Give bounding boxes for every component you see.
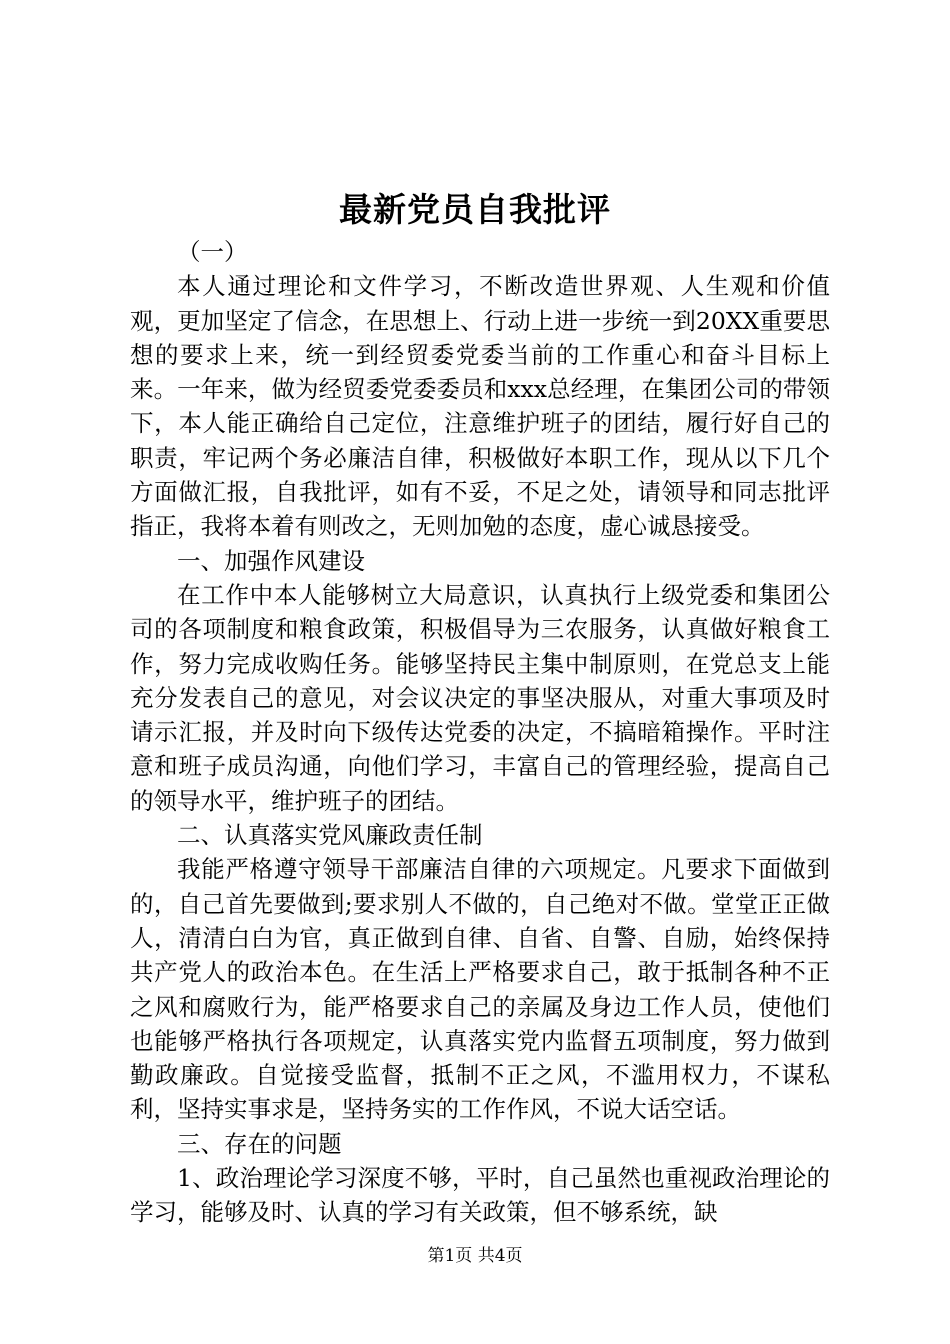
document-title: 最新党员自我批评 [339,190,611,229]
section-heading: 三、存在的问题 [177,1129,342,1158]
body-paragraph: 本人通过理论和文件学习，不断改造世界观、人生观和价值观，更加坚定了信念，在思想上、行动上进一步统一到20XX重要思想的要求上来，统一到经贸委党委当前的工作重心和奋斗目标上来。一年来，做为经贸委党委委员和xxx总经理，在集团公司的带领下，本人能正确给自己定位，注意维护班子的团结，履行好自己的职责，牢记两个务必廉洁自律，积极做好本职工作，现从以下几个方面做汇报，自我批评，如有不妥，不足之处，请领导和同志批评指正，我将本着有则改之，无则加勉的态度，虚心诚恳接受。 [130,272,830,541]
document-body [130,235,830,1230]
section-heading: 二、认真落实党风廉政责任制 [177,821,483,850]
body-paragraph: 1、政治理论学习深度不够，平时，自己虽然也重视政治理论的学习，能够及时、认真的学习有关政策，但不够系统，缺 [130,1164,830,1227]
page-footer: 第1页 共4页 [427,1246,523,1266]
section-heading: 一、加强作风建设 [177,546,365,575]
body-paragraph: 在工作中本人能够树立大局意识，认真执行上级党委和集团公司的各项制度和粮食政策，积极倡导为三农服务，认真做好粮食工作，努力完成收购任务。能够坚持民主集中制原则，在党总支上能充分发表自己的意见，对会议决定的事坚决服从，对重大事项及时请示汇报，并及时向下级传达党委的决定，不搞暗箱操作。平时注意和班子成员沟通，向他们学习，丰富自己的管理经验，提高自己的领导水平，维护班子的团结。 [130,580,830,815]
section-heading: （一） [177,238,248,266]
body-paragraph: 我能严格遵守领导干部廉洁自律的六项规定。凡要求下面做到的，自己首先要做到;要求别人不做的，自己绝对不做。堂堂正正做人，清清白白为官，真正做到自律、自省、自警、自励，始终保持共产党人的政治本色。在生活上严格要求自己，敢于抵制各种不正之风和腐败行为，能严格要求自己的亲属及身边工作人员，使他们也能够严格执行各项规定，认真落实党内监督五项制度，努力做到勤政廉政。自觉接受监督，抵制不正之风，不滥用权力，不谋私利，坚持实事求是，坚持务实的工作作风，不说大话空话。 [130,855,830,1124]
